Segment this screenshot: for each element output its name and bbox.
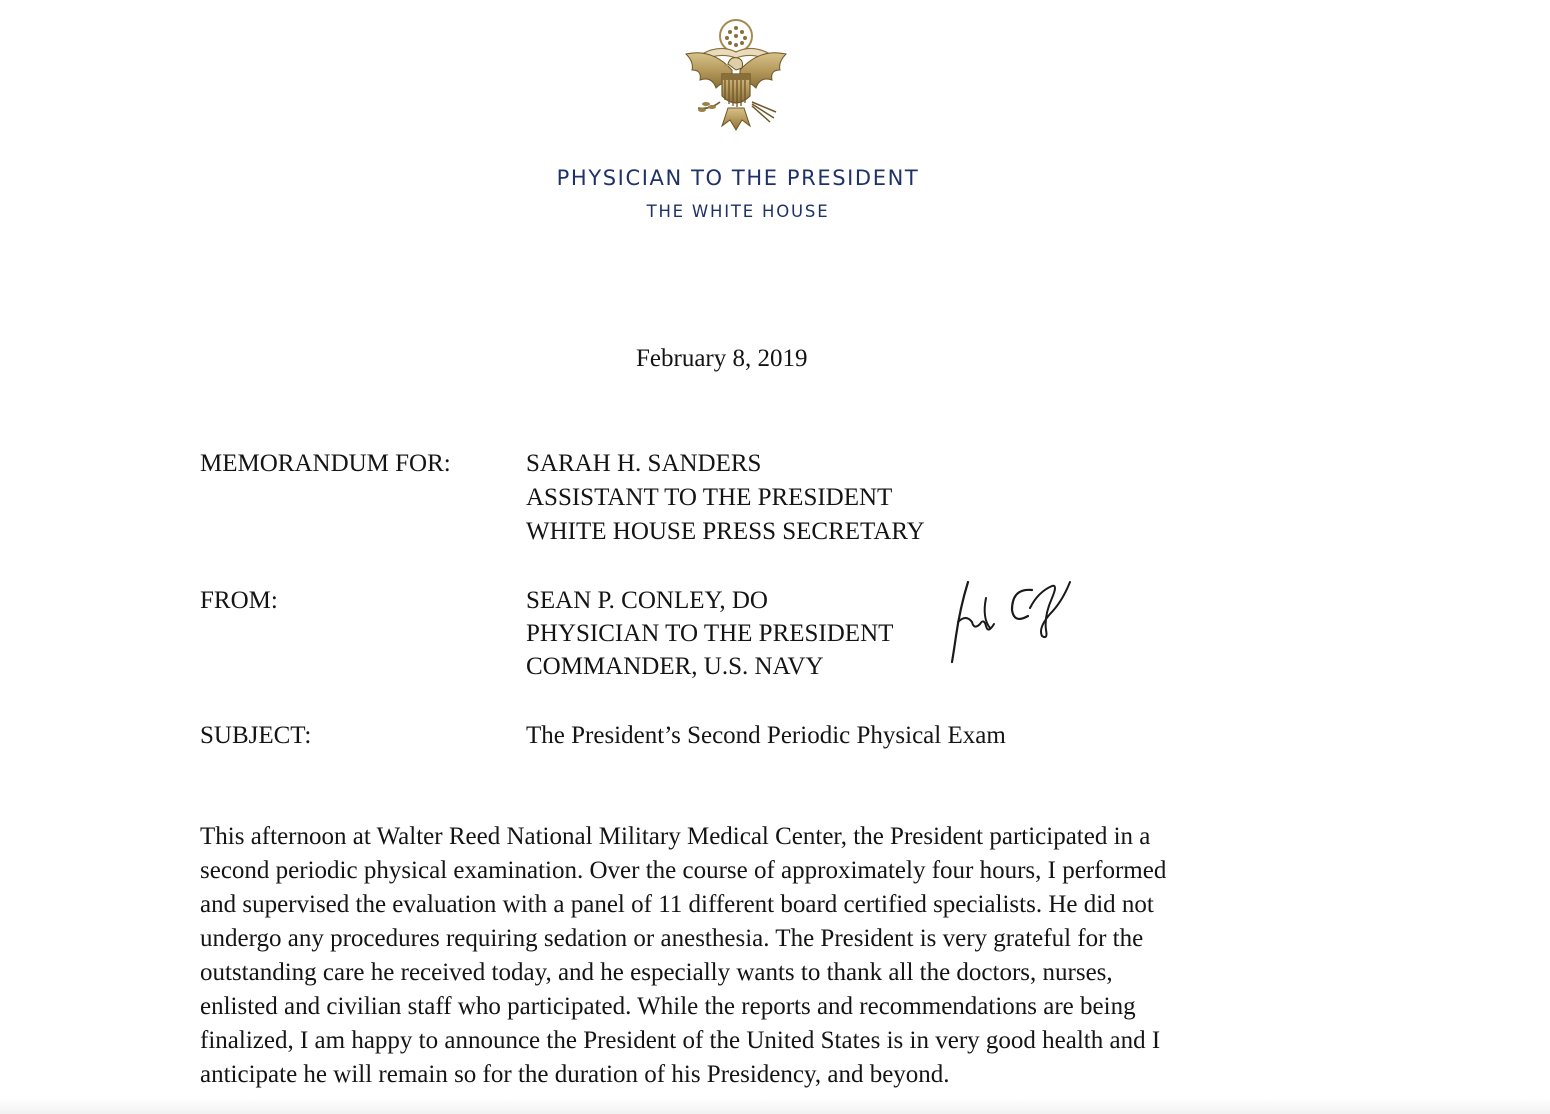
memo-from-label: FROM: xyxy=(200,587,278,614)
memo-for-line: WHITE HOUSE PRESS SECRETARY xyxy=(526,518,925,545)
body-line: finalized, I am happy to announce the President of the United States is in very good health and I xyxy=(200,1027,1161,1054)
memo-for-label: MEMORANDUM FOR: xyxy=(200,450,451,477)
great-seal-icon xyxy=(672,14,800,138)
signature-icon xyxy=(946,578,1078,664)
body-line: enlisted and civilian staff who participated. While the reports and recommendations are being xyxy=(200,993,1136,1020)
memo-subject-label: SUBJECT: xyxy=(200,722,312,749)
letterhead-subtitle: THE WHITE HOUSE xyxy=(646,202,830,221)
body-line: This afternoon at Walter Reed National Military Medical Center, the President participated in a xyxy=(200,823,1151,850)
memo-date: February 8, 2019 xyxy=(636,345,808,372)
letterhead-title: PHYSICIAN TO THE PRESIDENT xyxy=(556,166,920,190)
page-bottom-edge xyxy=(0,1098,1550,1114)
body-line: anticipate he will remain so for the duration of his Presidency, and beyond. xyxy=(200,1061,950,1088)
memo-subject: The President’s Second Periodic Physical Exam xyxy=(526,722,1006,749)
memo-from-line: PHYSICIAN TO THE PRESIDENT xyxy=(526,620,894,647)
body-line: and supervised the evaluation with a panel of 11 different board certified specialists. He did not xyxy=(200,891,1154,918)
memo-for-line: SARAH H. SANDERS xyxy=(526,450,762,477)
body-line: second periodic physical examination. Over the course of approximately four hours, I performed xyxy=(200,857,1167,884)
body-line: undergo any procedures requiring sedation or anesthesia. The President is very grateful for the xyxy=(200,925,1144,952)
body-line: outstanding care he received today, and he especially wants to thank all the doctors, nurses, xyxy=(200,959,1113,986)
memo-from-line: SEAN P. CONLEY, DO xyxy=(526,587,768,614)
memo-from-line: COMMANDER, U.S. NAVY xyxy=(526,653,824,680)
memo-for-line: ASSISTANT TO THE PRESIDENT xyxy=(526,484,893,511)
